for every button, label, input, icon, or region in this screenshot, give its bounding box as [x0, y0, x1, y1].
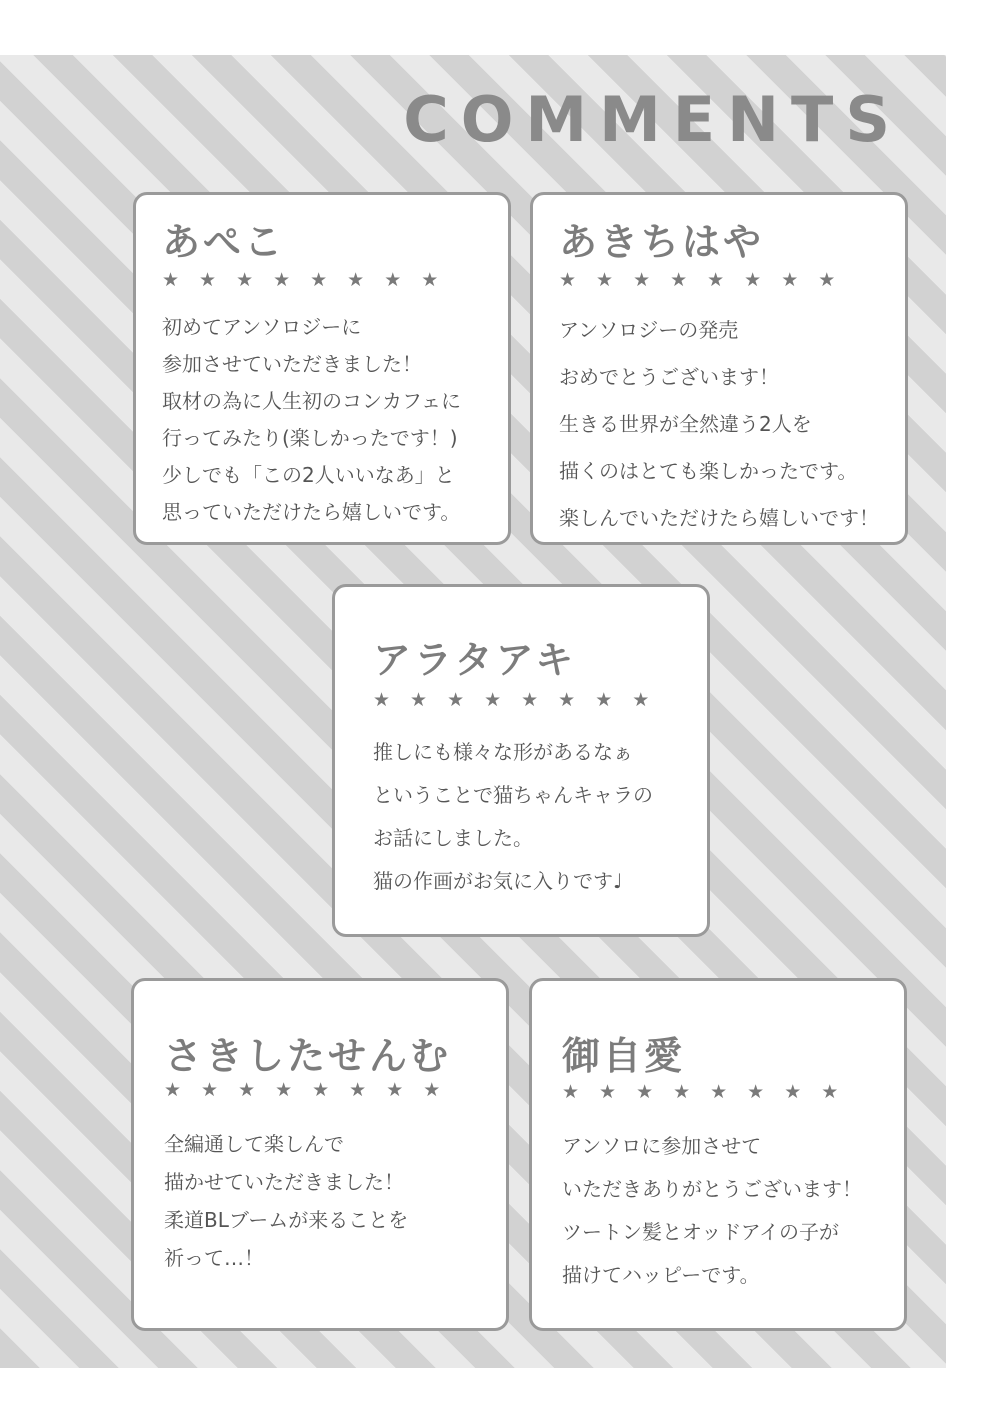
star-divider: ★★★★★★★★: [559, 269, 856, 291]
comment-card-sakishitasenmu: [131, 978, 509, 1331]
comment-card-akichihaya: [530, 192, 908, 545]
comment-card-gojiai: [529, 978, 907, 1331]
author-name: あきちはや: [559, 220, 765, 264]
comment-line: 初めてアンソロジーに: [162, 315, 362, 339]
comment-line: 少しでも「この2人いいなあ」と: [162, 463, 455, 487]
comment-line: 参加させていただきました！: [162, 352, 422, 376]
comment-line: アンソロに参加させて: [562, 1134, 762, 1158]
comment-line: 描くのはとても楽しかったです。: [559, 459, 858, 483]
comment-text: [559, 307, 879, 542]
comment-text: [164, 1125, 408, 1277]
author-name: 御自愛: [562, 1034, 686, 1078]
comment-line: ということで猫ちゃんキャラの: [373, 783, 653, 807]
comment-text: [162, 309, 461, 531]
comment-line: 行ってみたり(楽しかったです！): [162, 426, 458, 450]
comment-line: 全編通して楽しんで: [164, 1132, 344, 1156]
comment-text: [373, 731, 653, 903]
comment-line: ツートン髪とオッドアイの子が: [562, 1220, 839, 1244]
comment-line: 描けてハッピーです。: [562, 1263, 760, 1287]
comment-line: 推しにも様々な形があるなぁ: [373, 740, 633, 764]
author-name: あぺこ: [162, 220, 286, 264]
page-title: COMMENTS: [403, 83, 902, 156]
comment-line: 楽しんでいただけたら嬉しいです！: [559, 506, 879, 530]
author-name: アラタアキ: [373, 638, 577, 682]
star-divider: ★★★★★★★★: [162, 269, 459, 291]
comment-line: 取材の為に人生初のコンカフェに: [162, 389, 461, 413]
comment-line: おめでとうございます！: [559, 365, 779, 389]
comment-card-apeko: [133, 192, 511, 545]
comment-line: 生きる世界が全然違う2人を: [559, 412, 812, 436]
comment-line: 猫の作画がお気に入りです♩: [373, 869, 623, 893]
comment-line: 祈って…！: [164, 1246, 264, 1270]
star-divider: ★★★★★★★★: [562, 1081, 859, 1103]
comment-line: 描かせていただきました！: [164, 1170, 404, 1194]
author-name: さきしたせんむ: [164, 1034, 452, 1078]
comment-line: お話にしました。: [373, 826, 533, 850]
comment-line: 思っていただけたら嬉しいです。: [162, 500, 461, 524]
striped-panel: [0, 55, 946, 1368]
star-divider: ★★★★★★★★: [164, 1079, 461, 1101]
star-divider: ★★★★★★★★: [373, 689, 670, 711]
comment-line: 柔道BLブームが来ることを: [164, 1208, 409, 1232]
comment-text: [562, 1125, 862, 1297]
comment-card-aratatiaki: [332, 584, 710, 937]
comment-line: いただきありがとうございます！: [562, 1177, 862, 1201]
comment-line: アンソロジーの発売: [559, 318, 739, 342]
